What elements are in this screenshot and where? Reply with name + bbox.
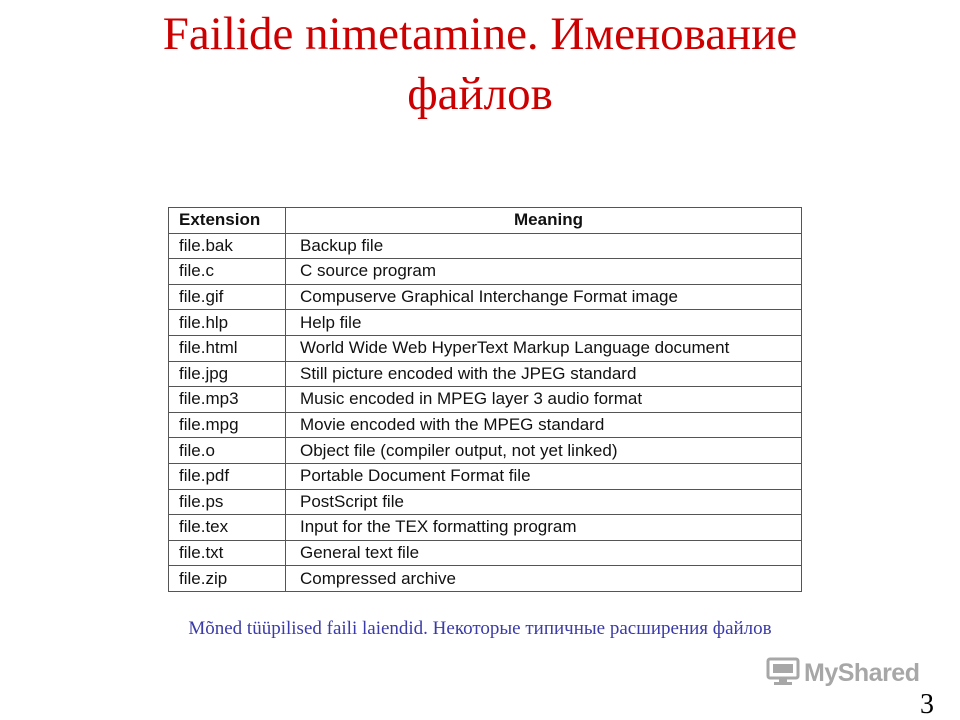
extension-cell: file.jpg (169, 361, 286, 387)
extension-cell: file.tex (169, 515, 286, 541)
table-header-row (169, 208, 802, 234)
table-row (169, 438, 802, 464)
extension-cell: file.mpg (169, 412, 286, 438)
table-row (169, 284, 802, 310)
meaning-cell: Compressed archive (286, 566, 802, 592)
table-row (169, 233, 802, 259)
extension-cell: file.hlp (169, 310, 286, 336)
table-row (169, 540, 802, 566)
meaning-cell: World Wide Web HyperText Markup Language document (286, 335, 802, 361)
table-caption: Mõned tüüpilised faili laiendid. Некоторые типичные расширения файлов (188, 618, 772, 639)
title-line-1: Failide nimetamine. Именование (162, 8, 798, 60)
page-number: 3 (920, 689, 934, 720)
meaning-cell: C source program (286, 259, 802, 285)
header-meaning: Meaning (286, 208, 802, 234)
extension-cell: file.o (169, 438, 286, 464)
extension-cell: file.mp3 (169, 387, 286, 413)
table-row (169, 412, 802, 438)
meaning-cell: Backup file (286, 233, 802, 259)
meaning-cell: Music encoded in MPEG layer 3 audio format (286, 387, 802, 413)
extension-cell: file.html (169, 335, 286, 361)
extension-cell: file.c (169, 259, 286, 285)
table-row (169, 310, 802, 336)
table-row (169, 335, 802, 361)
extension-cell: file.bak (169, 233, 286, 259)
table-row (169, 259, 802, 285)
table-row (169, 489, 802, 515)
meaning-cell: PostScript file (286, 489, 802, 515)
page-title (0, 4, 960, 124)
watermark-text: MyShared (804, 659, 920, 687)
extension-cell: file.txt (169, 540, 286, 566)
meaning-cell: Input for the TEX formatting program (286, 515, 802, 541)
title-line-2: файлов (407, 68, 553, 120)
table-row (169, 463, 802, 489)
monitor-logo-icon (766, 656, 800, 691)
meaning-cell: Compuserve Graphical Interchange Format image (286, 284, 802, 310)
table-row (169, 361, 802, 387)
header-extension: Extension (169, 208, 286, 234)
table-row (169, 515, 802, 541)
extension-cell: file.zip (169, 566, 286, 592)
watermark (766, 656, 919, 691)
meaning-cell: Movie encoded with the MPEG standard (286, 412, 802, 438)
extension-cell: file.ps (169, 489, 286, 515)
meaning-cell: Still picture encoded with the JPEG standard (286, 361, 802, 387)
extensions-table (168, 207, 802, 592)
meaning-cell: General text file (286, 540, 802, 566)
meaning-cell: Help file (286, 310, 802, 336)
table-row (169, 387, 802, 413)
extension-cell: file.pdf (169, 463, 286, 489)
table-row (169, 566, 802, 592)
extension-cell: file.gif (169, 284, 286, 310)
meaning-cell: Object file (compiler output, not yet linked) (286, 438, 802, 464)
meaning-cell: Portable Document Format file (286, 463, 802, 489)
